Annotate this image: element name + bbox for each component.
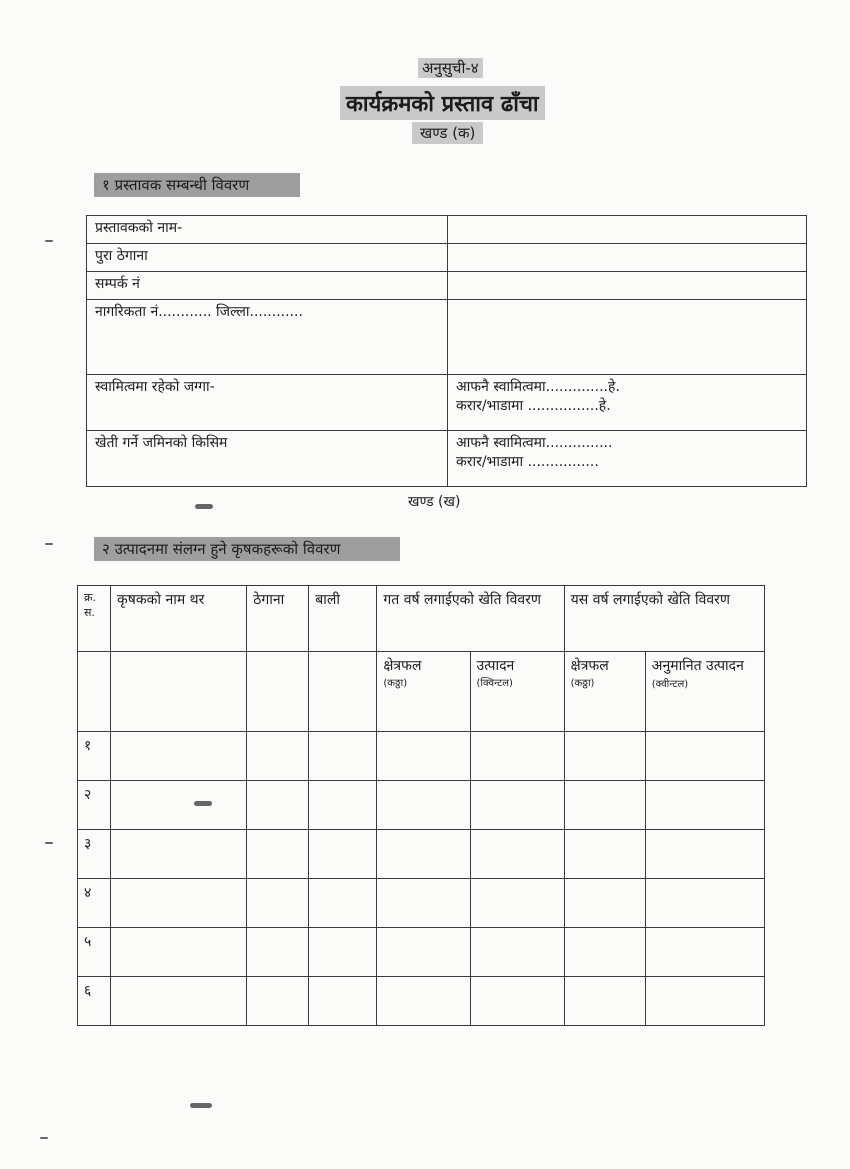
table-cell[interactable]: [309, 781, 377, 830]
table-cell[interactable]: [470, 732, 564, 781]
table-row: [78, 781, 765, 830]
production-unit: (क्विन्टल): [476, 678, 513, 689]
farmers-table: [77, 585, 765, 1026]
row-number: १: [78, 732, 111, 781]
col-area-header: [377, 652, 470, 732]
col-this-year-header: यस वर्ष लगाईएको खेति विवरण: [564, 586, 764, 652]
col-est-production-header: [645, 652, 764, 732]
farm-land-own: आफनै स्वामित्वमा...............: [456, 435, 613, 451]
farm-land-lease: करार/भाडामा ................: [456, 454, 599, 470]
scan-mark: [45, 543, 53, 545]
table-cell[interactable]: [247, 732, 309, 781]
contact-label: सम्पर्क नं: [87, 272, 448, 300]
contact-field[interactable]: [448, 272, 807, 300]
farm-land-type-label: खेती गर्ने जमिनको किसिम: [87, 431, 448, 487]
table-cell[interactable]: [564, 781, 645, 830]
table-cell[interactable]: [247, 781, 309, 830]
table-cell[interactable]: [470, 879, 564, 928]
scan-mark: [195, 504, 213, 509]
production-label: उत्पादन: [476, 658, 515, 674]
table-cell[interactable]: [470, 977, 564, 1026]
table-cell[interactable]: [645, 781, 764, 830]
table-cell[interactable]: [377, 781, 470, 830]
table-cell[interactable]: [645, 732, 764, 781]
proposer-details-table: [86, 215, 807, 487]
scan-mark: [40, 1137, 48, 1139]
table-cell[interactable]: [309, 977, 377, 1026]
subheader-blank: [111, 652, 247, 732]
owned-land-own: आफनै स्वामित्वमा..............हे.: [456, 379, 620, 395]
farm-land-type-field[interactable]: [448, 431, 807, 487]
citizenship-field[interactable]: [448, 300, 807, 375]
table-cell[interactable]: [377, 830, 470, 879]
table-cell[interactable]: [309, 830, 377, 879]
table-cell[interactable]: [247, 879, 309, 928]
page-title: कार्यक्रमको प्रस्ताव ढाँचा: [340, 86, 545, 120]
part-a-label: खण्ड (क): [412, 122, 483, 144]
owned-land-label: स्वामित्वमा रहेको जग्गा-: [87, 375, 448, 431]
row-number: ३: [78, 830, 111, 879]
proposer-name-label: प्रस्तावकको नाम-: [87, 216, 448, 244]
table-cell[interactable]: [377, 977, 470, 1026]
col-serial-header: क्र. स.: [78, 586, 111, 652]
row-number: ६: [78, 977, 111, 1026]
row-number: ५: [78, 928, 111, 977]
section1-heading: १ प्रस्तावक सम्बन्धी विवरण: [94, 173, 300, 197]
col-address-header: ठेगाना: [247, 586, 309, 652]
table-cell[interactable]: [309, 732, 377, 781]
est-production-label: अनुमानित उत्पादन: [651, 658, 744, 674]
col-production-header: [470, 652, 564, 732]
table-cell[interactable]: [564, 977, 645, 1026]
table-cell[interactable]: [564, 732, 645, 781]
table-cell[interactable]: [564, 879, 645, 928]
table-cell[interactable]: [470, 830, 564, 879]
col-last-year-header: गत वर्ष लगाईएको खेति विवरण: [377, 586, 564, 652]
annex-label: अनुसुची-४: [418, 58, 483, 78]
table-row: [78, 928, 765, 977]
table-cell[interactable]: [111, 732, 247, 781]
subheader-blank: [78, 652, 111, 732]
row-number: २: [78, 781, 111, 830]
table-cell[interactable]: [645, 977, 764, 1026]
est-production-unit: (क्वीन्टल): [651, 679, 689, 690]
table-cell[interactable]: [247, 928, 309, 977]
scan-mark: [190, 1103, 212, 1108]
col-area2-header: [564, 652, 645, 732]
table-cell[interactable]: [309, 928, 377, 977]
table-row: [78, 977, 765, 1026]
table-cell[interactable]: [470, 928, 564, 977]
table-row: [78, 830, 765, 879]
table-row: [78, 732, 765, 781]
table-cell[interactable]: [111, 879, 247, 928]
table-cell[interactable]: [470, 781, 564, 830]
part-b-label: खण्ड (ख): [408, 494, 461, 510]
table-cell[interactable]: [377, 928, 470, 977]
table-cell[interactable]: [645, 830, 764, 879]
table-cell[interactable]: [247, 977, 309, 1026]
area2-unit: (कठ्ठा): [570, 678, 595, 689]
table-cell[interactable]: [645, 879, 764, 928]
table-cell[interactable]: [645, 928, 764, 977]
area-unit: (कठ्ठा): [383, 678, 408, 689]
area2-label: क्षेत्रफल: [570, 658, 609, 674]
table-cell[interactable]: [377, 879, 470, 928]
row-number: ४: [78, 879, 111, 928]
table-cell[interactable]: [564, 928, 645, 977]
scan-mark: [45, 842, 53, 844]
citizenship-label: नागरिकता नं............ जिल्ला............: [87, 300, 448, 375]
proposer-name-field[interactable]: [448, 216, 807, 244]
address-field[interactable]: [448, 244, 807, 272]
table-row: [78, 879, 765, 928]
area-label: क्षेत्रफल: [383, 658, 422, 674]
table-cell[interactable]: [111, 977, 247, 1026]
table-cell[interactable]: [111, 781, 247, 830]
col-crop-header: बाली: [309, 586, 377, 652]
table-cell[interactable]: [564, 830, 645, 879]
subheader-blank: [247, 652, 309, 732]
address-label: पुरा ठेगाना: [87, 244, 448, 272]
table-cell[interactable]: [111, 830, 247, 879]
table-cell[interactable]: [377, 732, 470, 781]
table-cell[interactable]: [309, 879, 377, 928]
table-cell[interactable]: [247, 830, 309, 879]
owned-land-field[interactable]: [448, 375, 807, 431]
col-farmer-name-header: कृषकको नाम थर: [111, 586, 247, 652]
owned-land-lease: करार/भाडामा ................हे.: [456, 398, 611, 414]
subheader-blank: [309, 652, 377, 732]
section2-heading: २ उत्पादनमा संलग्न हुने कृषकहरूको विवरण: [94, 537, 400, 561]
table-cell[interactable]: [111, 928, 247, 977]
scan-mark: [45, 240, 53, 242]
